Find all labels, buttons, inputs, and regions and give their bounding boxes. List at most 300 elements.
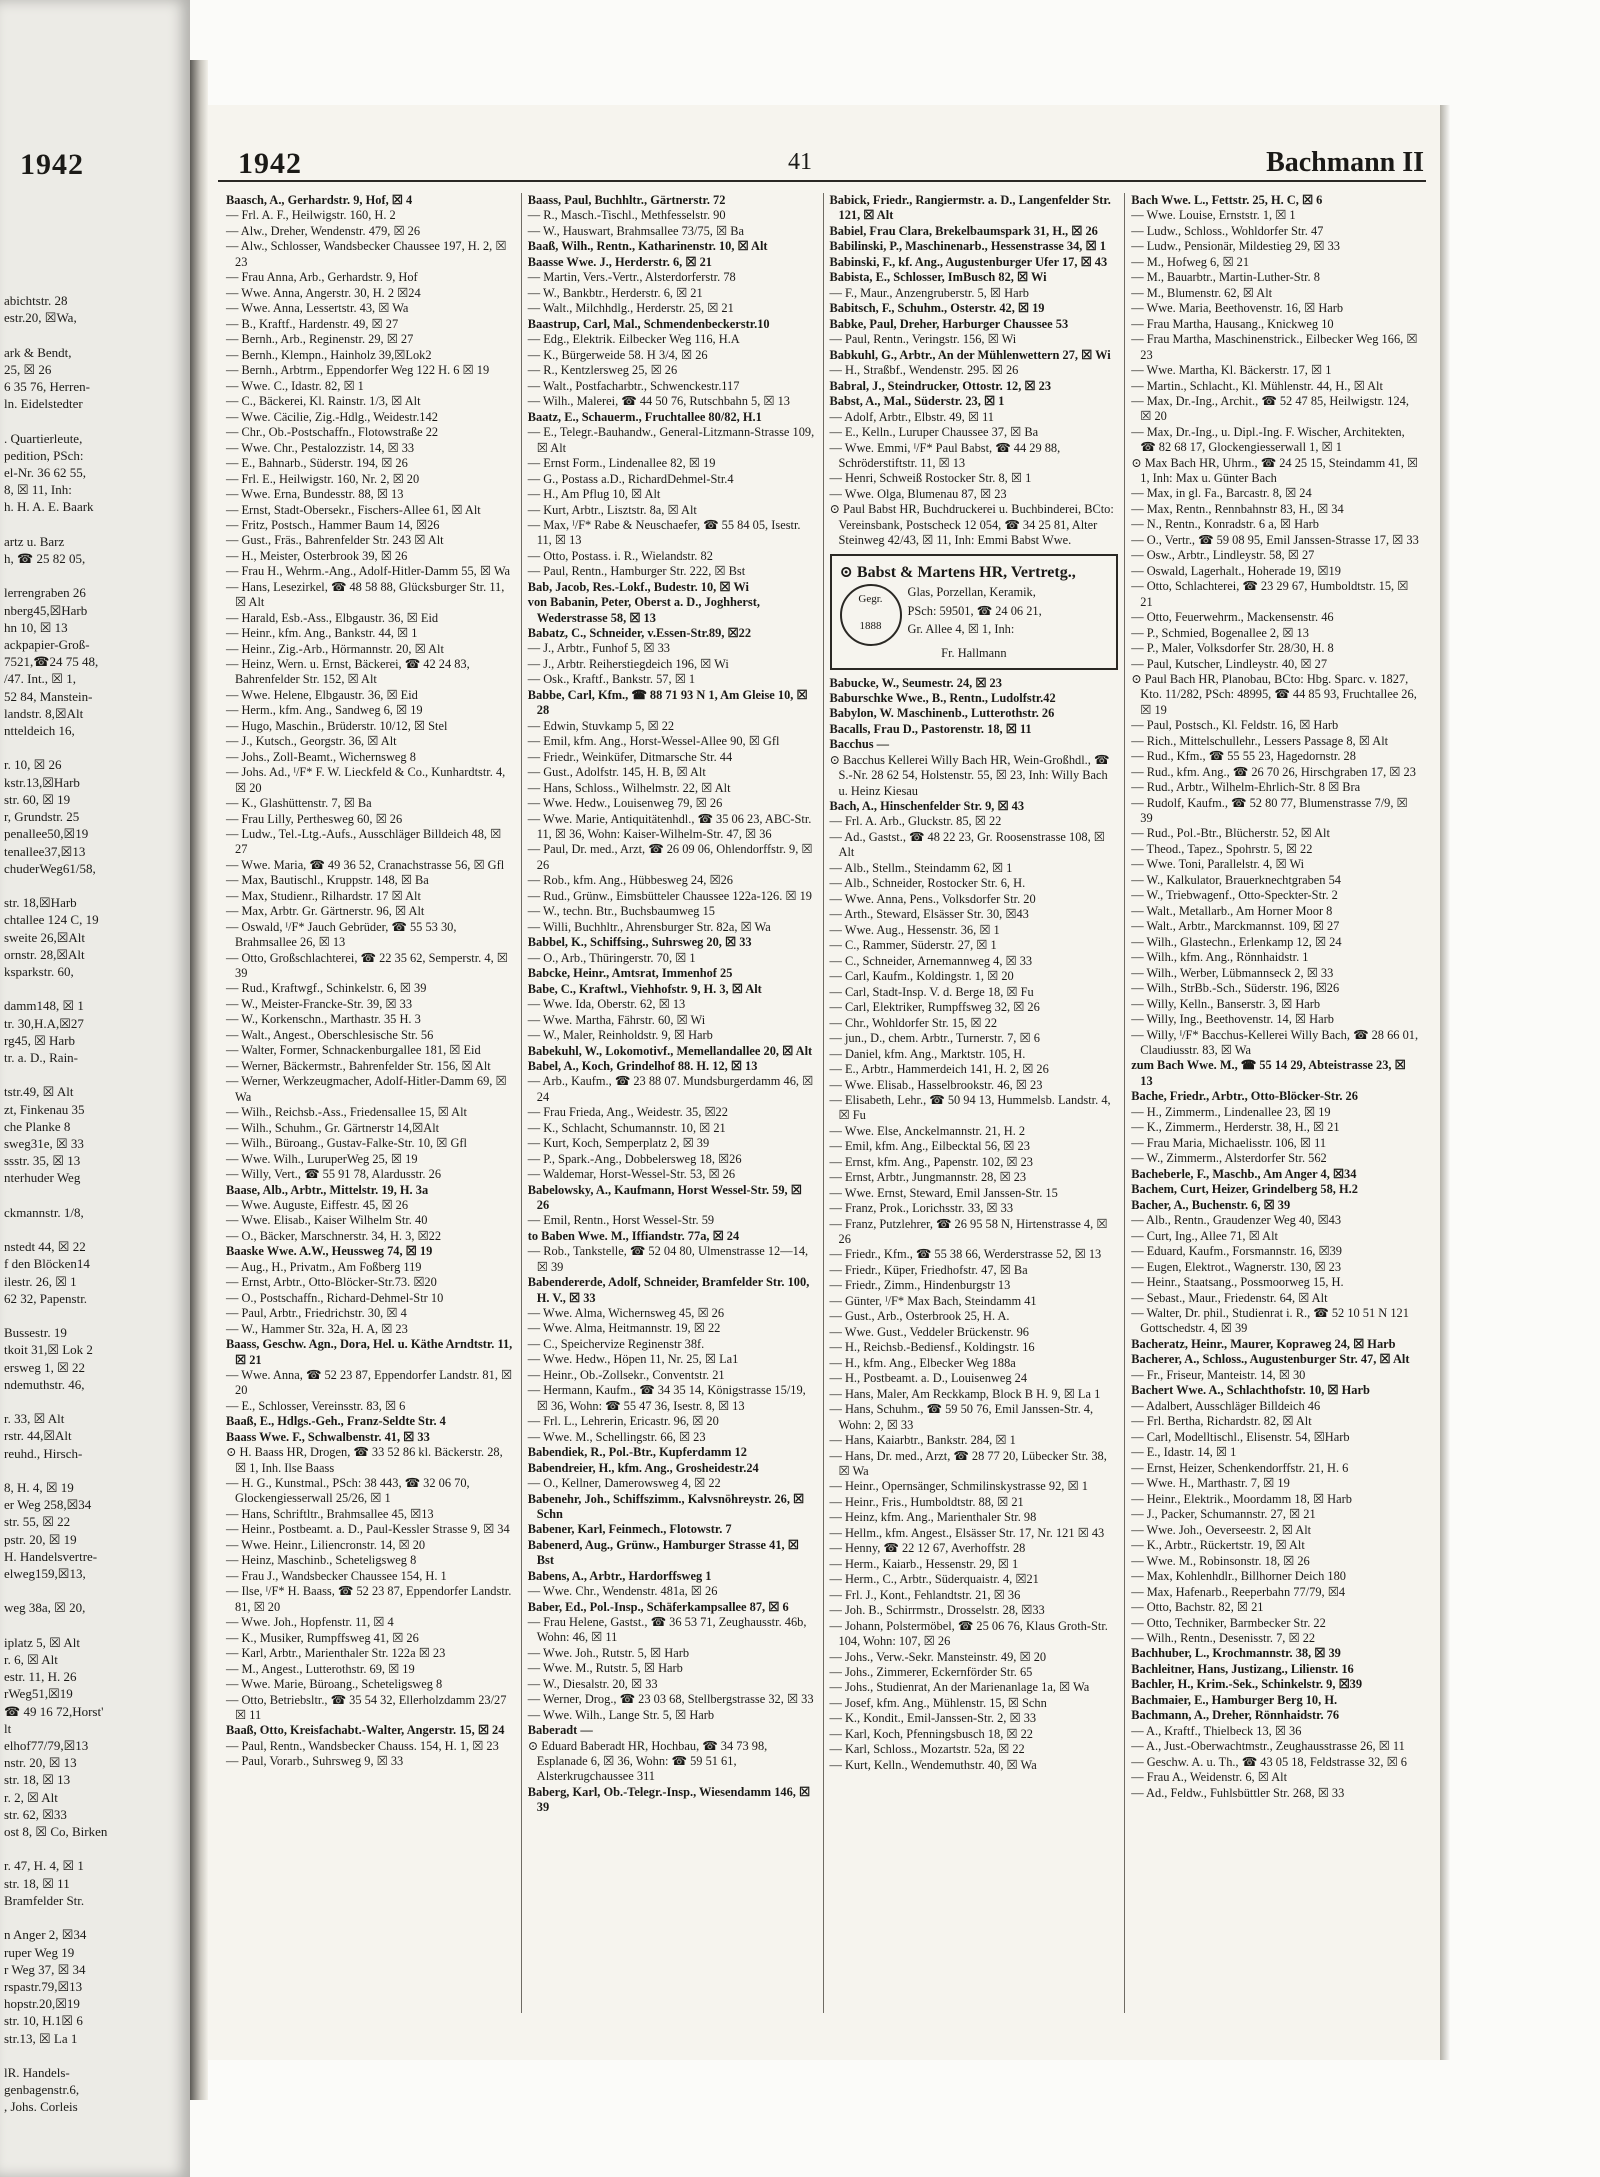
directory-entry: — Elisabeth, Lehr., ☎ 50 94 13, Hummelsb. Landstr. 4, ☒ Fu [829,1093,1111,1123]
previous-page-line: str. 60, ☒ 19 [4,791,71,807]
directory-entry: — Walt., Milchhdlg., Herderstr. 25, ☒ 21 [527,301,734,316]
previous-page-line: str. 10, H.1☒ 6 [4,2013,83,2029]
previous-page-line: ksparkstr. 60, [4,963,74,979]
previous-page-line: str. 55, ☒ 22 [4,1514,71,1530]
directory-entry: Babekuhl, W., Lokomotivf., Memellandallee 20, ☒ Alt [527,1043,813,1058]
previous-page-line: . Quartierleute, [4,430,83,446]
previous-page-line: ornstr. 28,☒Alt [4,946,85,962]
directory-entry: — Wwe. Wilh., LuruperWeg 25, ☒ 19 [226,1151,418,1166]
directory-entry: — W., techn. Btr., Buchsbaumweg 15 [527,904,715,919]
directory-entry: — W., Hammer Str. 32a, H. A, ☒ 23 [226,1321,408,1336]
page-number: 41 [788,149,812,175]
directory-entry: — Johs., Zimmerer, Eckernförder Str. 65 [829,1665,1033,1679]
directory-entry: — O., Arb., Thüringerstr. 70, ☒ 1 [527,950,696,965]
directory-entry: — P., Schmied, Bogenallee 2, ☒ 13 [1131,625,1309,640]
directory-entry: — Frau Maria, Michaelisstr. 106, ☒ 11 [1131,1135,1327,1150]
directory-entry: — Otto, Bachstr. 82, ☒ 21 [1131,1600,1264,1615]
directory-entry: — Karl, Schloss., Mozartstr. 52a, ☒ 22 [829,1742,1025,1757]
directory-entry: — J., Arbtr. Reiherstiegdeich 196, ☒ Wi [527,656,729,671]
directory-entry: Babens, A., Arbtr., Hardorffsweg 1 [527,1568,712,1583]
directory-entry: — Frl. A. F., Heilwigstr. 160, H. 2 [226,208,396,223]
directory-entry: — Gust., Fräs., Bahrenfelder Str. 243 ☒ Alt [226,533,444,548]
previous-page-line: abichtstr. 28 [4,293,68,308]
directory-entry: — Heinr., Postbeamt. a. D., Paul-Kessler Strasse 9, ☒ 34 [226,1522,510,1537]
directory-entry: — Hermann, Kaufm., ☎ 34 35 14, Königstrasse 15/19, ☒ 36, Wohn: ☎ 55 47 36, Isestr. 8, ☒ 13 [527,1383,806,1413]
directory-entry: — Wwe. Joh., Hopfenstr. 11, ☒ 4 [226,1615,394,1630]
directory-entry: — Fritz, Postsch., Hammer Baum 14, ☒26 [226,517,440,532]
directory-entry: — Walt., Postfacharbtr., Schwenckestr.117 [527,378,740,393]
directory-entry: — Willy, ᴵ/F* Bacchus-Kellerei Willy Bach, ☎ 28 66 01, Claudiusstr. 83, ☒ Wa [1131,1027,1419,1057]
directory-entry: — Max, Studienr., Rilhardstr. 17 ☒ Alt [226,888,421,903]
directory-entry: — Heinr., Staatsang., Possmoorweg 15, H. [1131,1275,1344,1290]
directory-entry: — Hans, Schriftltr., Brahmsallee 45, ☒13 [226,1506,434,1521]
directory-entry: — Paul, Rentn., Hamburger Str. 222, ☒ Bst [527,564,746,579]
previous-page-line: , Johs. Corleis [4,2099,78,2115]
directory-entry: Babylon, W. Maschinenb., Lutterothstr. 26 [829,706,1055,721]
directory-entry: — W., Meister-Francke-Str. 39, ☒ 33 [226,996,413,1011]
directory-entry: — Herm., kfm. Ang., Sandweg 6, ☒ 19 [226,703,423,718]
previous-page-text [4,292,184,2116]
previous-page-line [4,877,184,894]
directory-entry: — Wwe. H., Marthastr. 7, ☒ 19 [1131,1476,1290,1491]
previous-page-line: str.13, ☒ La 1 [4,2030,78,2046]
directory-entry: Babelowsky, A., Kaufmann, Horst Wessel-Str. 59, ☒ 26 [527,1182,802,1212]
directory-entry: — Ludw., Tel.-Ltg.-Aufs., Ausschläger Billdeich 48, ☒ 27 [226,827,502,857]
directory-entry: — Wwe. Helene, Elbgaustr. 36, ☒ Eid [226,687,418,702]
directory-entry: — Osw., Arbtr., Lindleystr. 58, ☒ 27 [1131,548,1315,563]
previous-page-line: el-Nr. 36 62 55, [4,465,86,481]
directory-entry: — M., Angest., Lutterothstr. 69, ☒ 19 [226,1661,415,1676]
ad-seal [840,584,902,646]
previous-page-line: rg45, ☒ Harb [4,1032,75,1048]
directory-entry: Babick, Friedr., Rangiermstr. a. D., Langenfelder Str. 121, ☒ Alt [829,193,1111,223]
directory-entry: Baass, Geschw. Agn., Dora, Hel. u. Käthe Arndtstr. 11, ☒ 21 [226,1337,513,1367]
previous-page-line: nstedt 44, ☒ 22 [4,1239,86,1255]
directory-entry: — Rud., Pol.-Btr., Blücherstr. 52, ☒ Alt [1131,826,1330,841]
directory-entry: — Karl, Arbtr., Marienthaler Str. 122a ☒ 23 [226,1646,446,1661]
directory-entry: — Wilh., StrBb.-Sch., Süderstr. 196, ☒26 [1131,981,1340,996]
directory-entry: — Wwe. Cäcilie, Zig.-Hdlg., Weidestr.142 [226,409,438,424]
directory-entry: — W., Bankbtr., Herderstr. 6, ☒ 21 [527,285,703,300]
previous-page-line: rWeg51,☒19 [4,1686,73,1702]
previous-page-line: nberg45,☒Harb [4,602,88,618]
previous-page-line: h, ☎ 25 82 05, [4,551,86,567]
previous-page-line: ntteldeich 16, [4,723,75,739]
previous-page-line: damm148, ☒ 1 [4,998,84,1014]
directory-entry: — Willy, Ing., Beethovenstr. 14, ☒ Harb [1131,1012,1334,1027]
directory-entry: — Wwe. Elisab., Hasselbrookstr. 46, ☒ 23 [829,1077,1043,1092]
directory-entry: — Josef, kfm. Ang., Mühlenstr. 15, ☒ Schn [829,1695,1047,1710]
directory-entry: — Bernh., Arb., Reginenstr. 29, ☒ 27 [226,332,414,347]
directory-entry: — Max, in gl. Fa., Barcastr. 8, ☒ 24 [1131,486,1312,501]
directory-entry: — Wwe. Ernst, Steward, Emil Janssen-Str. 15 [829,1185,1058,1200]
directory-entry: Babel, A., Koch, Grindelhof 88. H. 12, ☒ 13 [527,1059,758,1073]
directory-entry: — Walt., Metallarb., Am Horner Moor 8 [1131,903,1333,918]
previous-page-line: str. 18,☒Harb [4,895,77,911]
directory-entry: — Wwe. Wilh., Lange Str. 5, ☒ Harb [527,1707,715,1722]
directory-entry: Babilinski, P., Maschinenarb., Hessenstrasse 34, ☒ 1 [829,239,1106,254]
directory-entry: — Sebast., Maur., Friedenstr. 64, ☒ Alt [1131,1290,1328,1305]
previous-page-line: chtallee 124 C, 19 [4,912,99,928]
directory-entry: — Wwe. C., Idastr. 82, ☒ 1 [226,378,364,393]
previous-page-line: elhof77/79,☒13 [4,1738,89,1754]
header-rule [218,180,1426,182]
previous-page-line: elweg159,☒13, [4,1566,86,1582]
directory-entry: — Frau Lilly, Perthesweg 60, ☒ 26 [226,811,403,826]
directory-entry: — W., Hauswart, Brahmsallee 73/75, ☒ Ba [527,223,744,238]
directory-entry: — E., Kelln., Luruper Chaussee 37, ☒ Ba [829,425,1039,440]
directory-entry: — Alb., Rentn., Graudenzer Weg 40, ☒43 [1131,1213,1342,1228]
directory-entry: Bachleitner, Hans, Justizang., Lilienstr. 16 [1131,1661,1354,1676]
directory-entry: — Wwe. Anna, Angerstr. 30, H. 2 ☒24 [226,285,421,300]
directory-entry: Bacheberle, F., Maschb., Am Anger 4, ☒34 [1131,1166,1357,1181]
directory-entry: Babiel, Frau Clara, Brekelbaumspark 31, H., ☒ 26 [829,223,1098,238]
directory-entry: — Wwe. Chr., Pestalozzistr. 14, ☒ 33 [226,440,415,455]
directory-page [208,105,1440,2060]
directory-column-3 [824,193,1126,2013]
directory-entry: — Ad., Gastst., ☎ 48 22 23, Gr. Roosenstrasse 108, ☒ Alt [829,829,1105,860]
previous-page-line: penallee50,☒19 [4,826,89,842]
previous-page-line: 7521,☎24 75 48, [4,654,99,670]
directory-entry: — H., Zimmerm., Lindenallee 23, ☒ 19 [1131,1104,1331,1119]
previous-page-line: ☎ 49 16 72,Horst' [4,1703,104,1719]
directory-entry: — Kurt, Arbtr., Lisztstr. 8a, ☒ Alt [527,502,697,517]
directory-column-2 [522,193,824,2013]
directory-entry: — J., Kutsch., Georgstr. 36, ☒ Alt [226,734,397,749]
directory-entry: — Wwe. Elisab., Kaiser Wilhelm Str. 40 [226,1213,428,1228]
directory-entry: — Heinz, Wern. u. Ernst, Bäckerei, ☎ 42 24 83, Bahrenfelder Str. 152, ☒ Alt [226,657,470,687]
directory-entry: — Hellm., kfm. Angest., Elsässer Str. 17, Nr. 121 ☒ 43 [829,1525,1105,1540]
previous-page-line: kstr.13,☒Harb [4,774,80,790]
directory-entry: Bachler, H., Krim.-Sek., Schinkelstr. 9, ☒39 [1131,1677,1363,1692]
directory-entry: Babendreier, H., kfm. Ang., Grosheidestr.24 [527,1460,759,1475]
directory-entry: — J., Arbtr., Funhof 5, ☒ 33 [527,641,670,656]
directory-entry: — Harald, Esb.-Ass., Elbgaustr. 36, ☒ Eid [226,610,439,625]
directory-entry: — Ernst Form., Lindenallee 82, ☒ 19 [527,456,716,471]
directory-entry: — Walter, Former, Schnackenburgallee 181, ☒ Eid [226,1043,481,1058]
directory-entry: Babener, Karl, Feinmech., Flotowstr. 7 [527,1522,732,1537]
directory-entry: — Franz, Prok., Lorichsstr. 33, ☒ 33 [829,1201,1014,1216]
previous-page-line [4,739,184,756]
previous-page-line [4,1187,184,1204]
directory-entry: — Carl, Elektriker, Rumpffsweg 32, ☒ 26 [829,1000,1040,1015]
directory-entry: — Wwe. Anna, ☎ 52 23 87, Eppendorfer Landstr. 81, ☒ 20 [226,1368,513,1398]
directory-entry: — Herm., C., Arbtr., Süderquaistr. 4, ☒21 [829,1572,1039,1587]
previous-page-line [4,1840,184,1857]
directory-entry: — O., Bäcker, Marschnerstr. 34, H. 3, ☒22 [226,1228,442,1243]
directory-entry: ⊙ Max Bach HR, Uhrm., ☎ 24 25 15, Steindamm 41, ☒ 1, Inh: Max u. Günter Bach [1131,455,1419,485]
directory-entry: — Walt., Angest., Oberschlesische Str. 56 [226,1027,434,1042]
directory-entry: — Fr., Friseur, Manteistr. 14, ☒ 30 [1131,1367,1306,1382]
ad-line: Gr. Allee 4, ☒ 1, Inh: [907,621,1015,636]
directory-entry: — Max, Bautischl., Kruppstr. 148, ☒ Ba [226,873,429,888]
directory-entry: — Günter, ᴵ/F* Max Bach, Steindamm 41 [829,1293,1037,1308]
previous-page-line: 25, ☒ 26 [4,361,52,377]
previous-page-line: tstr.49, ☒ Alt [4,1084,74,1100]
directory-entry: Babke, Paul, Dreher, Harburger Chaussee 53 [829,316,1069,331]
previous-page-line: tenallee37,☒13 [4,843,86,859]
directory-entry: Bachmann, A., Dreher, Rönnhaidstr. 76 [1131,1708,1340,1723]
directory-entry: — Heinr., Fris., Humboldtstr. 88, ☒ 21 [829,1494,1024,1509]
directory-entry: Baatz, E., Schauerm., Fruchtallee 80/82, H.1 [527,409,762,424]
directory-entry: Bacalls, Frau D., Pastorenstr. 18, ☒ 11 [829,721,1032,736]
ad-title: ⊙ Babst & Martens HR, Vertretg., [839,564,1076,582]
directory-entry: — Wwe. Ida, Oberstr. 62, ☒ 13 [527,997,686,1012]
previous-page-line: hopstr.20,☒19 [4,1996,80,2012]
directory-entry: Bachem, Curt, Heizer, Grindelberg 58, H.2 [1131,1182,1358,1197]
directory-entry: — E., Schlosser, Vereinsstr. 83, ☒ 6 [226,1398,406,1413]
directory-entry: — O., Postschaffn., Richard-Dehmel-Str 10 [226,1290,444,1305]
previous-page-line [4,980,184,997]
directory-entry: — Rud., Arbtr., Wilhelm-Ehrlich-Str. 8 ☒ Bra [1131,780,1361,795]
directory-entry: — Wwe. Hedw., Louisenweg 79, ☒ 26 [527,796,723,811]
previous-page-line [4,1066,184,1083]
previous-page-line: r. 33, ☒ Alt [4,1411,65,1427]
directory-entry: — Hans, Maler, Am Reckkamp, Block B H. 9, ☒ La 1 [829,1386,1101,1401]
directory-entry: — Friedr., Weinküfer, Ditmarsche Str. 44 [527,749,733,764]
directory-entry: — R., Kentzlersweg 25, ☒ 26 [527,363,678,378]
directory-entry: Baber, Ed., Pol.-Insp., Schäferkampsallee 87, ☒ 6 [527,1599,789,1614]
directory-entry: — Carl, Modelltischl., Elisenstr. 54, ☒Harb [1131,1429,1350,1444]
directory-entry: — Wwe. Hedw., Höpen 11, Nr. 25, ☒ La1 [527,1352,739,1367]
directory-entry: — Rud., Kraftwgf., Schinkelstr. 6, ☒ 39 [226,981,427,996]
directory-entry: — H., Am Pflug 10, ☒ Alt [527,487,661,502]
previous-page-line: tr. a. D., Rain- [4,1049,79,1065]
previous-page-line: r. 6, ☒ Alt [4,1652,58,1668]
previous-page-line: weg 38a, ☒ 20, [4,1600,86,1616]
directory-entry: — E., Idastr. 14, ☒ 1 [1131,1445,1237,1460]
directory-entry: — Max, Dr.-Ing., Archit., ☎ 52 47 85, Heilwigstr. 124, ☒ 20 [1131,394,1409,424]
directory-entry: Baastrup, Carl, Mal., Schmendenbeckerstr.10 [527,316,770,331]
previous-page-line: /47. Int., ☒ 1, [4,671,76,687]
directory-entry: — Alw., Schlosser, Wandsbecker Chaussee 197, H. 2, ☒ 23 [226,239,507,269]
directory-entry: Baberadt — [527,1723,593,1738]
directory-entry: ⊙ Eduard Baberadt HR, Hochbau, ☎ 34 73 98, Esplanade 6, ☒ 36, Wohn: ☎ 59 51 61, Alsterkrugchaussee 311 [527,1738,768,1784]
directory-entry: — K., Arbtr., Rückertstr. 19, ☒ Alt [1131,1538,1305,1553]
directory-entry: — Wwe. Anna, Pens., Volksdorfer Str. 20 [829,891,1036,906]
previous-page-line: f den Blöcken14 [4,1256,90,1272]
previous-page-line [4,326,184,343]
directory-entry: — Wwe. M., Schellingstr. 66, ☒ 23 [527,1429,706,1444]
previous-page-line: ckmannstr. 1/8, [4,1204,84,1220]
previous-page-line: r Weg 37, ☒ 34 [4,1961,86,1977]
previous-page-line: tkoit 31,☒ Lok 2 [4,1342,93,1358]
directory-entry: — K., Glashüttenstr. 7, ☒ Ba [226,796,372,811]
directory-entry: Babatz, C., Schneider, v.Essen-Str.89, ☒22 [527,626,752,640]
directory-entry: — H., Reichsb.-Bediensf., Koldingstr. 16 [829,1340,1035,1355]
ad-seal-label: Gegr. [858,593,883,606]
directory-entry: Bach, A., Hinschenfelder Str. 9, ☒ 43 [829,799,1025,813]
previous-page-line [4,1307,184,1324]
previous-page-line: nstr. 20, ☒ 13 [4,1755,77,1771]
directory-entry: — A., Just.-Oberwachtmstr., Zeughausstrasse 26, ☒ 11 [1131,1739,1405,1754]
directory-entry: — Eduard, Kaufm., Forsmannstr. 16, ☒39 [1131,1244,1342,1259]
directory-entry: — Emil, Rentn., Horst Wessel-Str. 59 [527,1213,715,1228]
directory-entry: — Johs., Zoll-Beamt., Wichernsweg 8 [226,749,416,764]
directory-entry: — Martin, Vers.-Vertr., Alsterdorferstr. 78 [527,270,736,285]
directory-entry: — Edwin, Stuvkamp 5, ☒ 22 [527,718,675,733]
directory-entry: — Wwe. M., Rutstr. 5, ☒ Harb [527,1661,683,1676]
directory-entry: — H., Meister, Osterbrook 39, ☒ 26 [226,548,408,563]
directory-entry: — Wwe. Maria, Beethovenstr. 16, ☒ Harb [1131,301,1344,316]
ad-line: Glas, Porzellan, Keramik, [907,585,1036,600]
directory-entry: — M., Blumenstr. 62, ☒ Alt [1131,285,1273,300]
directory-entry: — Rud., kfm. Ang., ☎ 26 70 26, Hirschgraben 17, ☒ 23 [1131,764,1416,779]
directory-entry: ⊙ Bacchus Kellerei Willy Bach HR, Wein-Großhdl., ☎ S.-Nr. 28 62 54, Holstenstr. 55, ☒ 23, Inh: Willy Bach u. Heinz Kiesau [829,752,1110,798]
directory-column-4 [1125,193,1426,2013]
directory-entry: von Babanin, Peter, Oberst a. D., Joghherst, Wederstrasse 58, ☒ 13 [527,595,760,625]
directory-entry: — Ad., Feldw., Fuhlsbüttler Str. 268, ☒ 33 [1131,1785,1345,1800]
directory-entry: — Rud., Kfm., ☎ 55 55 23, Hagedornstr. 28 [1131,749,1356,764]
previous-page-line: chuderWeg61/58, [4,860,96,876]
directory-entry: — Ludw., Pensionär, Mildestieg 29, ☒ 33 [1131,239,1340,254]
previous-page-line: 6 35 76, Herren- [4,379,90,395]
directory-entry: Babst, A., Mal., Süderstr. 23, ☒ 1 [829,394,1005,409]
directory-entry: — W., Maler, Reinholdstr. 9, ☒ Harb [527,1028,713,1043]
directory-entry: — Emil, kfm. Ang., Eilbecktal 56, ☒ 23 [829,1139,1030,1154]
directory-entry: — P., Spark.-Ang., Dobbelersweg 18, ☒26 [527,1151,742,1166]
directory-entry: ⊙ H. Baass HR, Drogen, ☎ 33 52 86 kl. Bäckerstr. 28, ☒ 1, Inh. Ilse Baass [226,1445,503,1475]
directory-entry: — E., Telegr.-Bauhandw., General-Litzmann-Strasse 109, ☒ Alt [527,425,815,455]
directory-entry: — Johs. Ad., ᴵ/F* F. W. Lieckfeld & Co., Kunhardtstr. 4, ☒ 20 [226,765,506,795]
directory-entry: — Bernh., Arbtrm., Eppendorfer Weg 122 H. 6 ☒ 19 [226,363,490,378]
directory-entry: — N., Rentn., Konradstr. 6 a, ☒ Harb [1131,517,1319,532]
directory-entry: — Wilh., Büroang., Gustav-Falke-Str. 10, ☒ Gfl [226,1136,467,1151]
directory-entry: — Henri, Schweiß Rostocker Str. 8, ☒ 1 [829,471,1032,486]
directory-entry: — B., Kraftf., Hardenstr. 49, ☒ 27 [226,316,399,331]
previous-page-line [4,1582,184,1599]
directory-entry: — Johs., Studienrat, An der Marienanlage 1a, ☒ Wa [829,1680,1090,1695]
directory-entry: — Frau Anna, Arb., Gerhardstr. 9, Hof [226,270,418,285]
directory-columns [220,193,1426,2013]
directory-entry: — Wwe. Martha, Fährstr. 60, ☒ Wi [527,1012,706,1027]
directory-entry: — Emil, kfm. Ang., Horst-Wessel-Allee 90, ☒ Gfl [527,734,780,749]
directory-entry: — Frl. A. Arb., Gluckstr. 85, ☒ 22 [829,814,1002,829]
directory-entry: — Wwe. Marie, Büroang., Scheteligsweg 8 [226,1677,443,1692]
previous-page-line: genbagenstr.6, [4,2082,80,2098]
directory-entry: — Martin., Schlacht., Kl. Mühlenstr. 44, H., ☒ Alt [1131,378,1383,393]
previous-page-line: h. H. A. E. Baark [4,499,94,515]
directory-entry: Babbe, Carl, Kfm., ☎ 88 71 93 N 1, Am Gleise 10, ☒ 28 [527,687,808,718]
directory-column-1 [220,193,522,2013]
directory-entry: — Paul, Rentn., Veringstr. 156, ☒ Wi [829,332,1017,347]
previous-page-edge [0,0,190,2177]
previous-page-line: hn 10, ☒ 13 [4,619,68,635]
directory-entry: — H. G., Kunstmal., PSch: 38 443, ☎ 32 06 70, Glockengiesserwall 25/26, ☒ 1 [226,1476,470,1506]
directory-entry: Baasse Wwe. J., Herderstr. 6, ☒ 21 [527,254,712,269]
directory-entry: — J., Packer, Schumannstr. 27, ☒ 21 [1131,1507,1316,1522]
directory-entry: Baaß, Wilh., Rentn., Katharinenstr. 10, ☒ Alt [527,239,768,254]
directory-entry: — H., Straßbf., Wendenstr. 295. ☒ 26 [829,363,1019,378]
previous-page-line: iplatz 5, ☒ Alt [4,1634,80,1650]
directory-entry: — Gust., Adolfstr. 145, H. B, ☒ Alt [527,765,706,780]
previous-page-line: pedition, PSch: [4,447,84,463]
directory-entry: — Johs., Verw.-Sekr. Mansteinstr. 49, ☒ 20 [829,1649,1047,1664]
previous-page-line [4,412,184,429]
directory-entry: — Frau Frieda, Ang., Weidestr. 35, ☒22 [527,1105,728,1120]
directory-entry: — Frl. E., Heilwigstr. 160, Nr. 2, ☒ 20 [226,471,420,486]
directory-entry: — Wwe. Auguste, Eiffestr. 45, ☒ 26 [226,1197,409,1212]
directory-entry: — Hans, Dr. med., Arzt, ☎ 28 77 20, Lübecker Str. 38, ☒ Wa [829,1448,1107,1478]
previous-page-line: rspastr.79,☒13 [4,1978,83,1994]
directory-entry: — Wwe. Joh., Oeverseestr. 2, ☒ Alt [1131,1522,1312,1537]
directory-entry: — Henny, ☎ 22 12 67, Averhoffstr. 28 [829,1541,1026,1556]
previous-page-line: lerrengraben 26 [4,585,86,601]
directory-entry: Bach Wwe. L., Fettstr. 25, H. C, ☒ 6 [1131,193,1323,207]
previous-page-line: pstr. 20, ☒ 19 [4,1531,77,1547]
previous-page-line: lR. Handels- [4,2064,70,2080]
directory-entry: — Paul, Arbtr., Friedrichstr. 30, ☒ 4 [226,1306,407,1321]
directory-entry: Baburschke Wwe., B., Rentn., Ludolfstr.42 [829,690,1056,705]
directory-entry: ⊙ Paul Babst HR, Buchdruckerei u. Buchbinderei, BCto: Vereinsbank, Postscheck 12 054, ☎ 34 25 81, Alter Steinweg 42/43, ☒ 11, Inh: Emmi Babst Wwe. [829,502,1114,547]
directory-entry: — Hans, Lesezirkel, ☎ 48 58 88, Glücksburger Str. 11, ☒ Alt [226,579,505,610]
previous-page-line: r. 2, ☒ Alt [4,1789,58,1805]
directory-entry: — Heinr., Ob.-Zollsekr., Conventstr. 21 [527,1367,725,1382]
directory-entry: — Werner, Werkzeugmacher, Adolf-Hitler-Damm 69, ☒ Wa [226,1074,507,1104]
previous-page-line [4,1221,184,1238]
directory-entry: Babucke, W., Seumestr. 24, ☒ 23 [829,675,1002,690]
previous-page-line: 62 32, Papenstr. [4,1290,88,1306]
directory-entry: — Wwe. Aug., Hessenstr. 36, ☒ 1 [829,922,1000,937]
previous-page-line: ilestr. 26, ☒ 1 [4,1273,77,1289]
previous-page-line: H. Handelsvertre- [4,1548,98,1564]
directory-entry: — Rich., Mittelschullehr., Lessers Passage 8, ☒ Alt [1131,733,1389,748]
directory-entry: — Ernst, Arbtr., Otto-Blöcker-Str.73. ☒20 [226,1275,437,1290]
directory-entry: — K., Schlacht, Schumannstr. 10, ☒ 21 [527,1120,726,1135]
directory-entry: Babral, J., Steindrucker, Ottostr. 12, ☒ 23 [829,378,1052,393]
directory-entry: — Paul, Vorarb., Suhrsweg 9, ☒ 33 [226,1754,404,1769]
directory-entry: Babista, E., Schlosser, ImBusch 82, ☒ Wi [829,270,1047,285]
directory-entry: — Wwe. Olga, Blumenau 87, ☒ 23 [829,486,1007,501]
previous-page-line: estr.20, ☒Wa, [4,310,77,326]
directory-entry: ⊙ Paul Bach HR, Planobau, BCto: Hbg. Sparc. v. 1827, Kto. 11/282, PSch: 48995, ☎ 44 85 93, Fruchtallee 26, ☒ 19 [1131,672,1417,717]
directory-entry: Bachert Wwe. A., Schlachthofstr. 10, ☒ Harb [1131,1383,1370,1398]
directory-entry: — Frl. Bertha, Richardstr. 82, ☒ Alt [1131,1414,1312,1429]
previous-page-line: n Anger 2, ☒34 [4,1927,87,1943]
directory-entry: — P., Maler, Volksdorfer Str. 28/30, H. 8 [1131,641,1334,656]
ad-line: PSch: 59501, ☎ 24 06 21, [907,603,1042,618]
previous-page-line [4,567,184,584]
previous-page-line [4,1909,184,1926]
previous-page-line: sweite 26,☒Alt [4,929,85,945]
directory-entry: — Wwe. Heinr., Liliencronstr. 14, ☒ 20 [226,1537,426,1552]
directory-entry: Baaß, Otto, Kreisfachabt.-Walter, Angerstr. 15, ☒ 24 [226,1723,505,1738]
directory-entry: — Heinr., Elektrik., Moordamm 18, ☒ Harb [1131,1491,1352,1506]
directory-entry: — Rob., kfm. Ang., Hübbesweg 24, ☒26 [527,873,733,888]
previous-page-line: ark & Bendt, [4,344,72,360]
directory-entry: — Hans, Schloss., Wilhelmstr. 22, ☒ Alt [527,780,731,795]
directory-entry: — K., Musiker, Rumpffsweg 41, ☒ 26 [226,1630,419,1645]
directory-entry: Babkuhl, G., Arbtr., An der Mühlenwettern 27, ☒ Wi [829,347,1111,362]
directory-entry: — M., Bauarbtr., Martin-Luther-Str. 8 [1131,270,1320,285]
directory-entry: — C., Rammer, Süderstr. 27, ☒ 1 [829,938,997,953]
directory-entry: — H., Postbeamt. a. D., Louisenweg 24 [829,1371,1028,1386]
directory-entry: — Wwe. Erna, Bundesstr. 88, ☒ 13 [226,487,404,502]
directory-entry: — Wwe. Alma, Heitmannstr. 19, ☒ 22 [527,1321,721,1336]
directory-entry: — Hans, Schuhm., ☎ 59 50 76, Emil Janssen-Str. 4, Wohn: 2, ☒ 33 [829,1402,1094,1432]
previous-page-line: ersweg 1, ☒ 22 [4,1359,85,1375]
directory-entry: — Eugen, Elektrot., Wagnerstr. 130, ☒ 23 [1131,1259,1342,1274]
previous-page-line: tr. 30,H.A,☒27 [4,1015,84,1031]
directory-entry: — Wwe. Maria, ☎ 49 36 52, Cranachstrasse 56, ☒ Gfl [226,857,505,872]
directory-entry: Bache, Friedr., Arbtr., Otto-Blöcker-Str. 26 [1131,1089,1358,1104]
directory-entry: Babenerd, Aug., Grünw., Hamburger Strasse 41, ☒ Bst [527,1537,799,1568]
directory-entry: — Walt., Arbtr., Marckmannst. 109, ☒ 27 [1131,919,1340,934]
directory-entry: Baase, Alb., Arbtr., Mittelstr. 19, H. 3a [226,1182,429,1197]
directory-entry: — Frau A., Weidenstr. 6, ☒ Alt [1131,1770,1288,1785]
directory-entry: — W., Zimmerm., Alsterdorfer Str. 562 [1131,1151,1327,1166]
directory-entry: — Otto, Feuerwehrm., Mackensenstr. 46 [1131,610,1334,625]
